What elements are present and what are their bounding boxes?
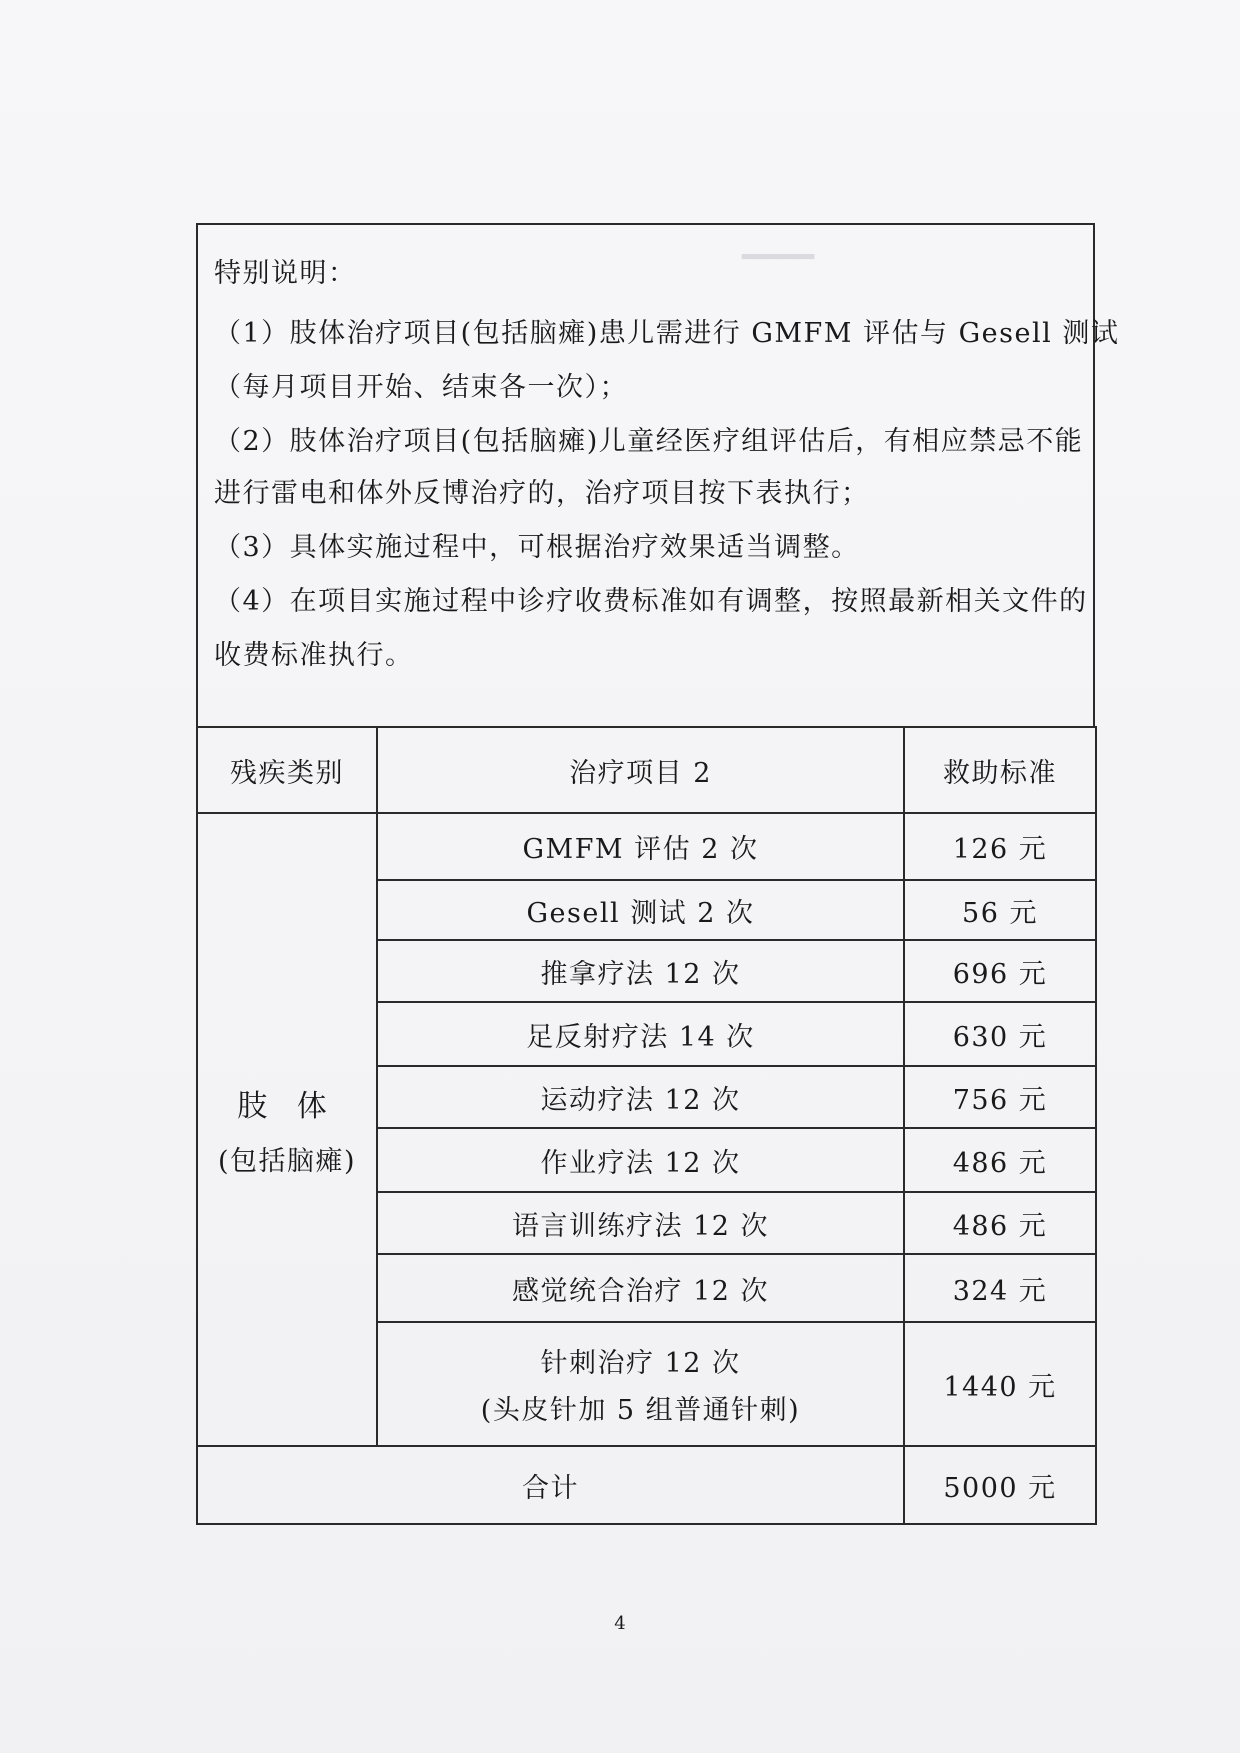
- item-cell: 作业疗法 12 次: [377, 1128, 904, 1192]
- item-cell: 足反射疗法 14 次: [377, 1002, 904, 1066]
- notes-line-5: （3）具体实施过程中，可根据治疗效果适当调整。: [214, 532, 860, 563]
- standard-cell: 324 元: [904, 1254, 1096, 1322]
- total-label: 合计: [197, 1446, 904, 1524]
- item-cell: Gesell 测试 2 次: [377, 880, 904, 940]
- table-header-row: [197, 727, 1096, 813]
- total-value: 5000 元: [904, 1446, 1096, 1524]
- standard-cell: 696 元: [904, 940, 1096, 1002]
- item-cell: 运动疗法 12 次: [377, 1066, 904, 1128]
- header-item: 治疗项目 2: [377, 727, 904, 813]
- item-sub: (头皮针加 5 组普通针刺): [480, 1395, 801, 1426]
- notes-line-6: （4）在项目实施过程中诊疗收费标准如有调整，按照最新相关文件的: [214, 586, 1088, 617]
- item-main: 针刺治疗 12 次: [540, 1348, 741, 1379]
- standard-cell: 486 元: [904, 1192, 1096, 1254]
- notes-heading: 特别说明：: [214, 258, 357, 289]
- item-cell: GMFM 评估 2 次: [377, 813, 904, 880]
- total-row: [197, 1446, 1096, 1524]
- table-row: [197, 813, 1096, 880]
- category-main: 肢 体: [237, 1089, 337, 1124]
- notes-line-2: （每月项目开始、结束各一次）；: [214, 372, 628, 403]
- standard-cell: 1440 元: [904, 1322, 1096, 1446]
- notes-line-1: （1）肢体治疗项目(包括脑瘫)患儿需进行 GMFM 评估与 Gesell 测试: [214, 318, 1120, 349]
- notes-line-4: 进行雷电和体外反博治疗的，治疗项目按下表执行；: [214, 478, 870, 509]
- standard-cell: 56 元: [904, 880, 1096, 940]
- standard-cell: 630 元: [904, 1002, 1096, 1066]
- item-cell: 语言训练疗法 12 次: [377, 1192, 904, 1254]
- item-cell: 感觉统合治疗 12 次: [377, 1254, 904, 1322]
- item-cell: [377, 1322, 904, 1446]
- notes-line-3: （2）肢体治疗项目(包括脑瘫)儿童经医疗组评估后，有相应禁忌不能: [214, 426, 1084, 457]
- bleed-through-mark: ━━━━: [742, 240, 815, 275]
- standard-cell: 486 元: [904, 1128, 1096, 1192]
- category-sub: (包括脑瘫): [217, 1146, 357, 1177]
- notes-line-7: 收费标准执行。: [214, 640, 414, 671]
- standard-cell: 126 元: [904, 813, 1096, 880]
- item-cell: 推拿疗法 12 次: [377, 940, 904, 1002]
- category-cell: [197, 813, 377, 1446]
- page-number: 4: [614, 1613, 626, 1634]
- header-standard: 救助标准: [904, 727, 1096, 813]
- aid-standard-table: [196, 726, 1097, 1525]
- standard-cell: 756 元: [904, 1066, 1096, 1128]
- special-notes-box: [196, 223, 1120, 726]
- header-category: 残疾类别: [197, 727, 377, 813]
